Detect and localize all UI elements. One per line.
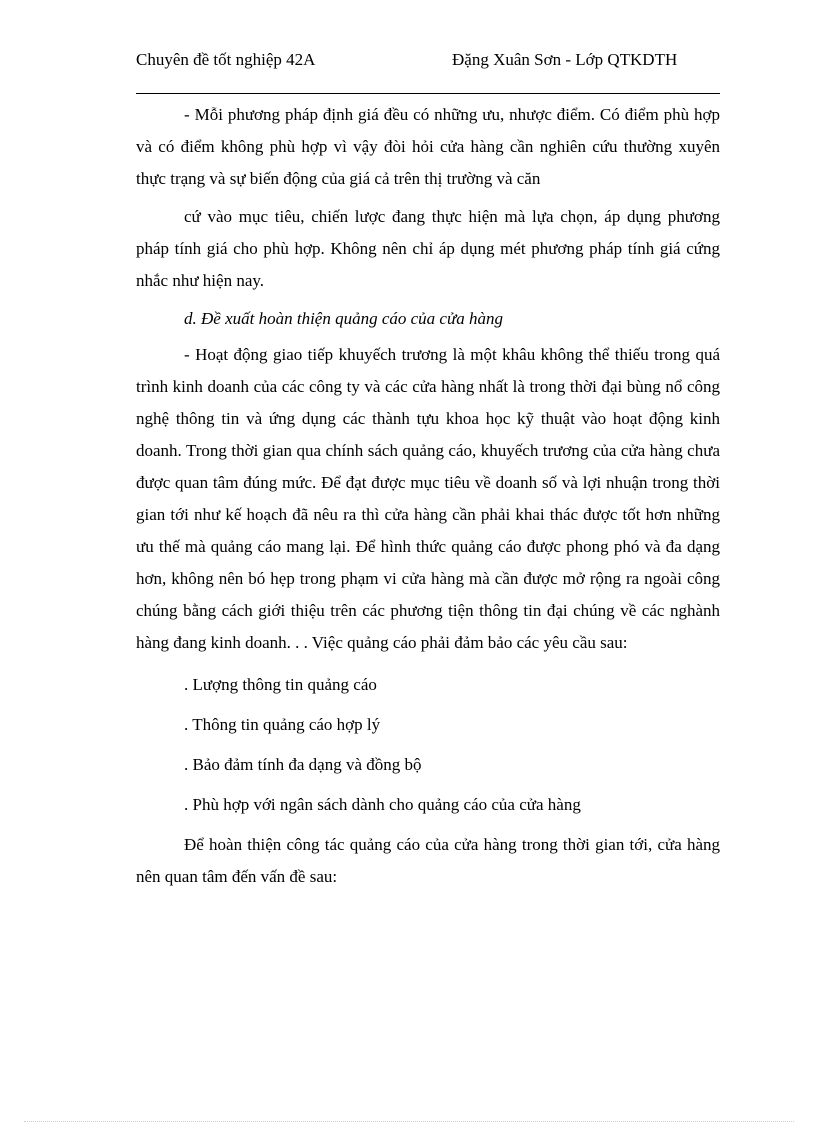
list-item: . Thông tin quảng cáo hợp lý (184, 715, 381, 734)
page-header (136, 49, 720, 94)
page-bottom-divider (24, 1121, 794, 1122)
paragraph-advertising: - Hoạt động giao tiếp khuyếch trương là một khâu không thể thiếu trong quá trình kinh doanh của các công ty và các cửa hàng nhất là trong thời đại bùng nổ công nghệ thông tin và ứng dụng các thành tựu khoa học kỹ thuật vào hoạt động kinh doanh. Trong thời gian qua chính sách quảng cáo, khuyếch trương của cửa hàng chưa được quan tâm đúng mức. Để đạt được mục tiêu về doanh số và lợi nhuận trong thời gian tới như kế hoạch đã nêu ra thì cửa hàng cần phải khai thác được tốt hơn những ưu thế mà quảng cáo mang lại. Để hình thức quảng cáo được phong phó và đa dạng hơn, không nên bó hẹp trong phạm vi cửa hàng mà cần được mở rộng ra ngoài công chúng bằng cách giới thiệu trên các phương tiện thông tin đại chúng về các nghành hàng đang kinh doanh. . . Việc quảng cáo phải đảm bảo các yêu cầu sau: (136, 345, 720, 652)
list-item: . Bảo đảm tính đa dạng và đồng bộ (184, 755, 422, 774)
paragraph-pricing-methods: - Mỗi phương pháp định giá đều có những ưu, nhược điểm. Có điểm phù hợp và có điểm không phù hợp vì vậy đòi hỏi cửa hàng cần nghiên cứu thường xuyên thực trạng và sự biến động của giá cả trên thị trường và căn (136, 105, 720, 188)
list-item: . Lượng thông tin quảng cáo (184, 675, 377, 694)
list-item: . Phù hợp với ngân sách dành cho quảng cáo của cửa hàng (184, 795, 581, 814)
paragraph-conclusion: Để hoàn thiện công tác quảng cáo của cửa hàng trong thời gian tới, cửa hàng nên quan tâm đến vấn đề sau: (136, 835, 720, 886)
section-heading-d: d. Đề xuất hoàn thiện quảng cáo của cửa hàng (184, 309, 503, 328)
paragraph-pricing-choice: cứ vào mục tiêu, chiến lược đang thực hiện mà lựa chọn, áp dụng phương pháp tính giá cho phù hợp. Không nên chỉ áp dụng mét phương pháp tính giá cứng nhắc như hiện nay. (136, 207, 720, 290)
header-right-author: Đặng Xuân Sơn - Lớp QTKDTH (452, 50, 678, 69)
header-left-title: Chuyên đề tốt nghiệp 42A (136, 50, 316, 69)
document-body (136, 99, 720, 893)
